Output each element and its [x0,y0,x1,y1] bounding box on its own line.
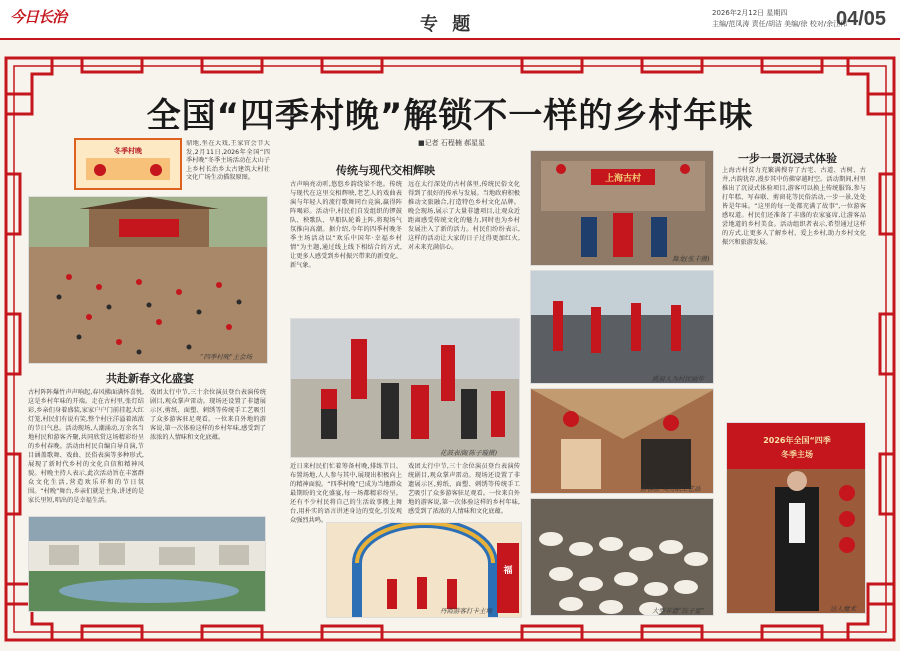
stilt-dance-photo [530,270,714,384]
editor-credits: 主编/范凤涛 责任/胡洁 美编/徐 校对/余江伟 [712,20,848,28]
dumpling-photo [530,498,714,616]
newspaper-logo: 今日长治 [10,8,67,26]
svg-text:冬季村晚: 冬季村晚 [114,147,142,155]
poster-caption: 鼎地,坐在大戏,王家官会节大发,2月11日,2026年全国“四季村晚”冬季主场活动在大山子上乡村长治乡太古建筑大村社文化广场生动描叙原图。 [186,140,270,182]
caption-main-event: “四季村晚”主会场 [200,353,253,361]
section-title-2: 传统与现代交相辉映 [336,164,435,177]
article-col-6: 上海古村贫力充繁满搜存了古宅、古道、古树、古井,古韵犹存,漫步其中仿佛穿越时空。活动期间,村里推出了沉浸式体验项目,游客可以换上传统服饰,参与打年糕、写春联、剪窗花等民俗活动,一步一景,处处皆是年味。“这里的每一处都充满了故事”,一位游客感叹道。村民们还准备了丰盛的农家宴席,让游客品尝地道的乡村美食。活动组织者表示,希望通过这样的方式,让更多人了解乡村、爱上乡村,助力乡村文化振兴和旅游发展。 [722,167,866,246]
article-col-5b: 戏团太行中节,三十余位演员登台表演传统剧目,观众掌声雷动。现场还设置了非遗展示区,剪纸、面塑、刺绣等传统手工艺吸引了众多游客驻足观看。一位来自外地的游客说,第一次体验这样的乡村年味,感受到了浓浓的人情味和文化底蕴。 [408,463,520,515]
article-col-4: 远在太行深处的古村落里,传统民俗文化得到了很好的传承与发展。当地政府积极推动文旅融合,打造特色乡村文化品牌。晚会现场,展示了大量非遗项目,让观众近距离感受传统文化的魅力,同时也为乡村发展注入了新的活力。村民们纷纷表示,这样的活动让大家的日子过得更加红火,对未来充满信心。 [408,181,520,251]
page-number: 04/05 [836,8,887,30]
byline: ■记者 石程楠 郝星星 [418,139,486,147]
caption-magic: 达人魔术 [830,605,856,613]
village-gate-photo [530,150,714,266]
paper-cut-photo [530,388,714,494]
svg-text:2026年全国“四季: 2026年全国“四季 [763,436,831,445]
caption-paint: 挑眉人为村民画年 [652,375,704,383]
caption-stage: 丹霞游客打卡主场 [440,607,492,615]
village-photo [28,516,266,612]
poster-image [74,138,182,190]
article-col-1: 古村阵阵爆竹声声响起,春风拂面满怀喜悦,这是乡村年味的开端。走在古村里,张灯结彩,乡亲们身着盛装,家家户户门前挂起大红灯笼,村民们有说有笑,整个村庄洋溢着浓浓的节日气息。活动现场,人潮涌动,万余名当地村民和游客齐聚,共同欣赏这场精彩纷呈的乡村春晚。活动由村民自编自导自演,节目涵盖歌舞、戏曲、民俗表演等多种形式,展现了新时代乡村的文化自信和精神风貌。村晚主持人表示,此次活动旨在丰富群众文化生活,营造欢乐祥和的节日氛围。“村晚”舞台,乡亲们就是主角,讲述的是家长里短,唱出的是幸福生活。 [28,389,144,504]
article-col-5: 近日来村民们忙着筹备村晚,排练节目、布置场地,人人参与其中,展现出积极向上的精神面貌。“四季村晚”已成为当地群众最期盼的文化盛宴,每一场都精彩纷呈。还有不少村民将自己的生活故事搬上舞台,用朴实的语言讲述身边的变化,引发观众强烈共鸣。 [290,463,402,524]
masthead [0,0,900,40]
svg-text:福: 福 [503,566,513,576]
headline: 全国“四季村晚”解锁不一样的乡村年味 [146,96,754,136]
magic-show-photo [726,422,866,614]
article-col-2: 戏团太行中节,三十余位演员登台表演传统剧目,观众掌声雷动。现场还设置了非遗展示区,剪纸、面塑、刺绣等传统手工艺吸引了众多游客驻足观看。一位来自外地的游客说,第一次体验这样的乡村年味,感受到了浓浓的人情味和文化底蕴。 [150,389,266,441]
section-title: 专 题 [420,14,475,35]
caption-papercut: 游客品 买剪纸工艺品 [640,485,701,493]
caption-drum: 花鼓表演(陈子璇摄) [440,449,498,457]
article-col-3: 古声响亮动听,悠悠乡韵绕梁不绝。传统与现代在这里交相辉映,老艺人的戏曲表演与年轻人的流行歌舞同台竞演,赢得阵阵喝彩。活动中,村民们自发组织的锣鼓队、秧歌队、旱船队轮番上阵,将现场气氛推向高潮。据介绍,今年的四季村晚冬季主场活动以“欢乐中国年·幸福乡村情”为主题,通过线上线下相结合的方式,让更多人感受到乡村振兴带来的新变化、新气象。 [290,181,402,269]
issue-info [712,8,847,30]
caption-dragon: 舞龙(张丰摄) [672,255,710,263]
issue-date: 2026年2月12日 星期四 [712,9,788,17]
section-title-3: 一步一景沉浸式体验 [738,152,837,165]
main-event-photo [28,196,268,364]
section-title-1: 共赴新春文化盛宴 [106,372,194,385]
svg-text:冬季主场: 冬季主场 [781,450,813,459]
caption-dumpling: 大型非遗“饺子宴” [652,607,705,615]
village-banner: 上海古村 [604,174,642,184]
drum-performance-photo [290,318,520,458]
stage-photo [326,522,522,618]
